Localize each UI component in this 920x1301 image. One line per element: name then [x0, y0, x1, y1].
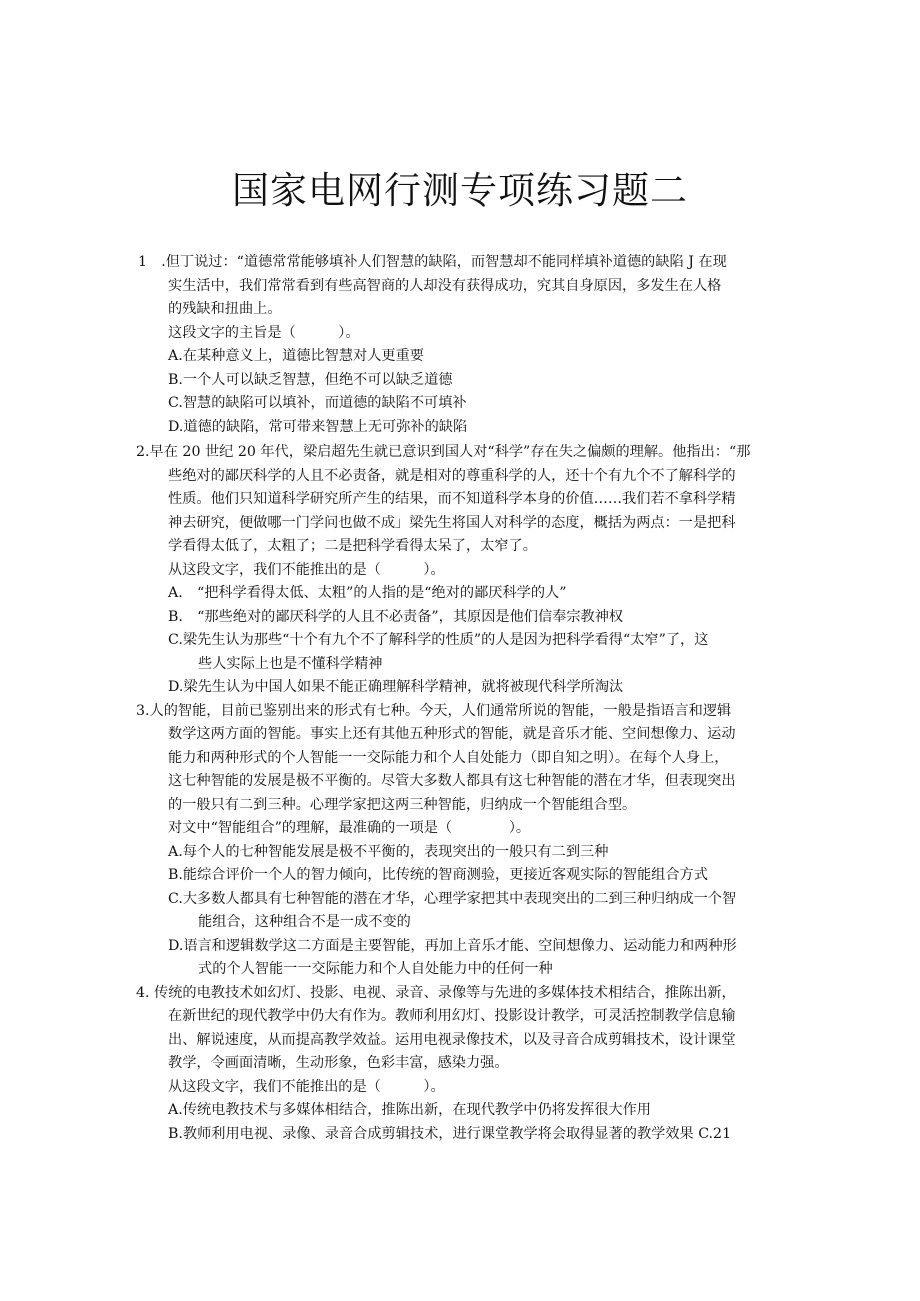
question-1-stem: 这段文字的主旨是（ ）。 — [168, 324, 360, 341]
question-3-text-line: 数学这两方面的智能。事实上还有其他五种形式的智能，就是音乐才能、空间想像力、运动 — [168, 726, 736, 742]
question-4-stem: 从这段文字，我们不能推出的是（ ）。 — [168, 1078, 445, 1095]
question-2-option-d: D.梁先生认为中国人如果不能正确理解科学精神，就将被现代科学所淘汰 — [168, 679, 624, 695]
question-2-option-c: C.梁先生认为那些“十个有九个不了解科学的性质”的人是因为把科学看得“太窄”了，这 — [168, 632, 709, 648]
question-1-text-line: 的残缺和扭曲上。 — [168, 301, 282, 317]
question-2-option-b: B. “那些绝对的鄙厌科学的人且不必责备”，其原因是他们信奉宗教神权 — [168, 608, 624, 625]
question-3-text-line: 3.人的智能，目前已鉴别出来的形式有七种。今天，人们通常所说的智能，一般是指语言和逻辑 — [136, 702, 732, 719]
question-3-option-b: B.能综合评价一个人的智力倾向，比传统的智商测验，更接近客观实际的智能组合方式 — [168, 867, 708, 883]
question-3 — [138, 700, 798, 982]
question-4-option-b: B.教师利用电视、录像、录音合成剪辑技术，进行课堂教学将会取得显著的教学效果 C.21 — [168, 1125, 732, 1142]
question-2-text-line: 神去研究，便做哪一门学问也做不成」梁先生将国人对科学的态度，概括为两点：一是把科 — [168, 514, 736, 531]
question-3-option-c-continued: 能组合，这种组合不是一成不变的 — [198, 914, 411, 930]
question-2-text-line: 些绝对的鄙厌科学的人且不必责备，就是相对的尊重科学的人，还十个有九个不了解科学的 — [168, 467, 736, 484]
question-2-stem: 从这段文字，我们不能推出的是（ ）。 — [168, 561, 445, 578]
question-4-option-a: A.传统电教技术与多媒体相结合，推陈出新，在现代教学中仍将发挥很大作用 — [168, 1102, 651, 1118]
question-1-option-a: A.在某种意义上，道德比智慧对人更重要 — [168, 348, 424, 364]
question-2-text-line: 学看得太低了，太粗了；二是把科学看得太呆了，太窄了。 — [168, 538, 537, 554]
question-list — [138, 251, 798, 1146]
question-1-option-d: D.道德的缺陷，常可带来智慧上无可弥补的缺陷 — [168, 418, 468, 435]
question-4 — [138, 982, 798, 1147]
question-2-text-line: 性质。他们只知道科学研究所产生的结果，而不知道科学本身的价值……我们若不拿科学精 — [168, 491, 736, 507]
question-2 — [138, 441, 798, 700]
question-1-option-b: B.一个人可以缺乏智慧，但绝不可以缺乏道德 — [168, 371, 453, 388]
question-3-text-line: 能力和两种形式的个人智能一一交际能力和个人自处能力（即自知之明）。在每个人身上， — [168, 749, 729, 766]
question-4-text-line: 4. 传统的电教技术如幻灯、投影、电视、录音、录像等与先进的多媒体技术相结合，推陈出新， — [136, 984, 736, 1001]
question-1-option-c: C.智慧的缺陷可以填补，而道德的缺陷不可填补 — [168, 395, 467, 411]
question-4-text-line: 教学，令画面清晰，生动形象，色彩丰富，感染力强。 — [168, 1055, 509, 1071]
question-4-text-line: 出、解说速度，从而提高教学效益。运用电视录像技术，以及寻音合成剪辑技术，设计课堂 — [168, 1031, 736, 1048]
question-1 — [138, 251, 798, 439]
question-3-option-c: C.大多数人都具有七种智能的潜在才华，心理学家把其中表现突出的二到三种归纳成一个智 — [168, 890, 737, 907]
question-3-option-a: A.每个人的七种智能发展是极不平衡的，表现突出的一般只有二到三种 — [168, 843, 609, 860]
question-3-stem: 对文中“智能组合”的理解，最准确的一项是（ ）。 — [168, 820, 531, 836]
page-title: 国家电网行测专项练习题二 — [232, 169, 688, 212]
question-3-text-line: 的一般只有二到三种。心理学家把这两三种智能，归纳成一个智能组合型。 — [168, 796, 637, 813]
question-2-option-a: A. “把科学看得太低、太粗”的人指的是“绝对的鄙厌科学的人” — [168, 585, 567, 601]
question-3-option-d: D.语言和逻辑数学这二方面是主要智能，再加上音乐才能、空间想像力、运动能力和两种形 — [168, 937, 737, 954]
question-3-option-d-continued: 式的个人智能一一交际能力和个人自处能力中的任何一种 — [198, 961, 553, 977]
question-2-text-line: 2.早在 20 世纪 20 年代，梁启超先生就已意识到国人对“科学”存在失之偏颇的理解。他指出：“那 — [136, 444, 751, 460]
question-2-option-c-continued: 些人实际上也是不懂科学精神 — [198, 655, 383, 672]
question-1-text-line: 1 .但丁说过：“道德常常能够填补人们智慧的缺陷，而智慧却不能同样填补道德的缺陷 J 在现 — [138, 254, 727, 270]
question-4-text-line: 在新世纪的现代教学中仍大有作为。教师利用幻灯、投影设计教学，可灵活控制教学信息输 — [168, 1008, 736, 1024]
question-1-text-line: 实生活中，我们常常看到有些高智商的人却没有获得成功，究其自身原因，多发生在人格 — [168, 277, 722, 294]
question-3-text-line: 这七种智能的发展是极不平衡的。尽管大多数人都具有这七种智能的潜在才华，但表现突出 — [168, 773, 736, 789]
